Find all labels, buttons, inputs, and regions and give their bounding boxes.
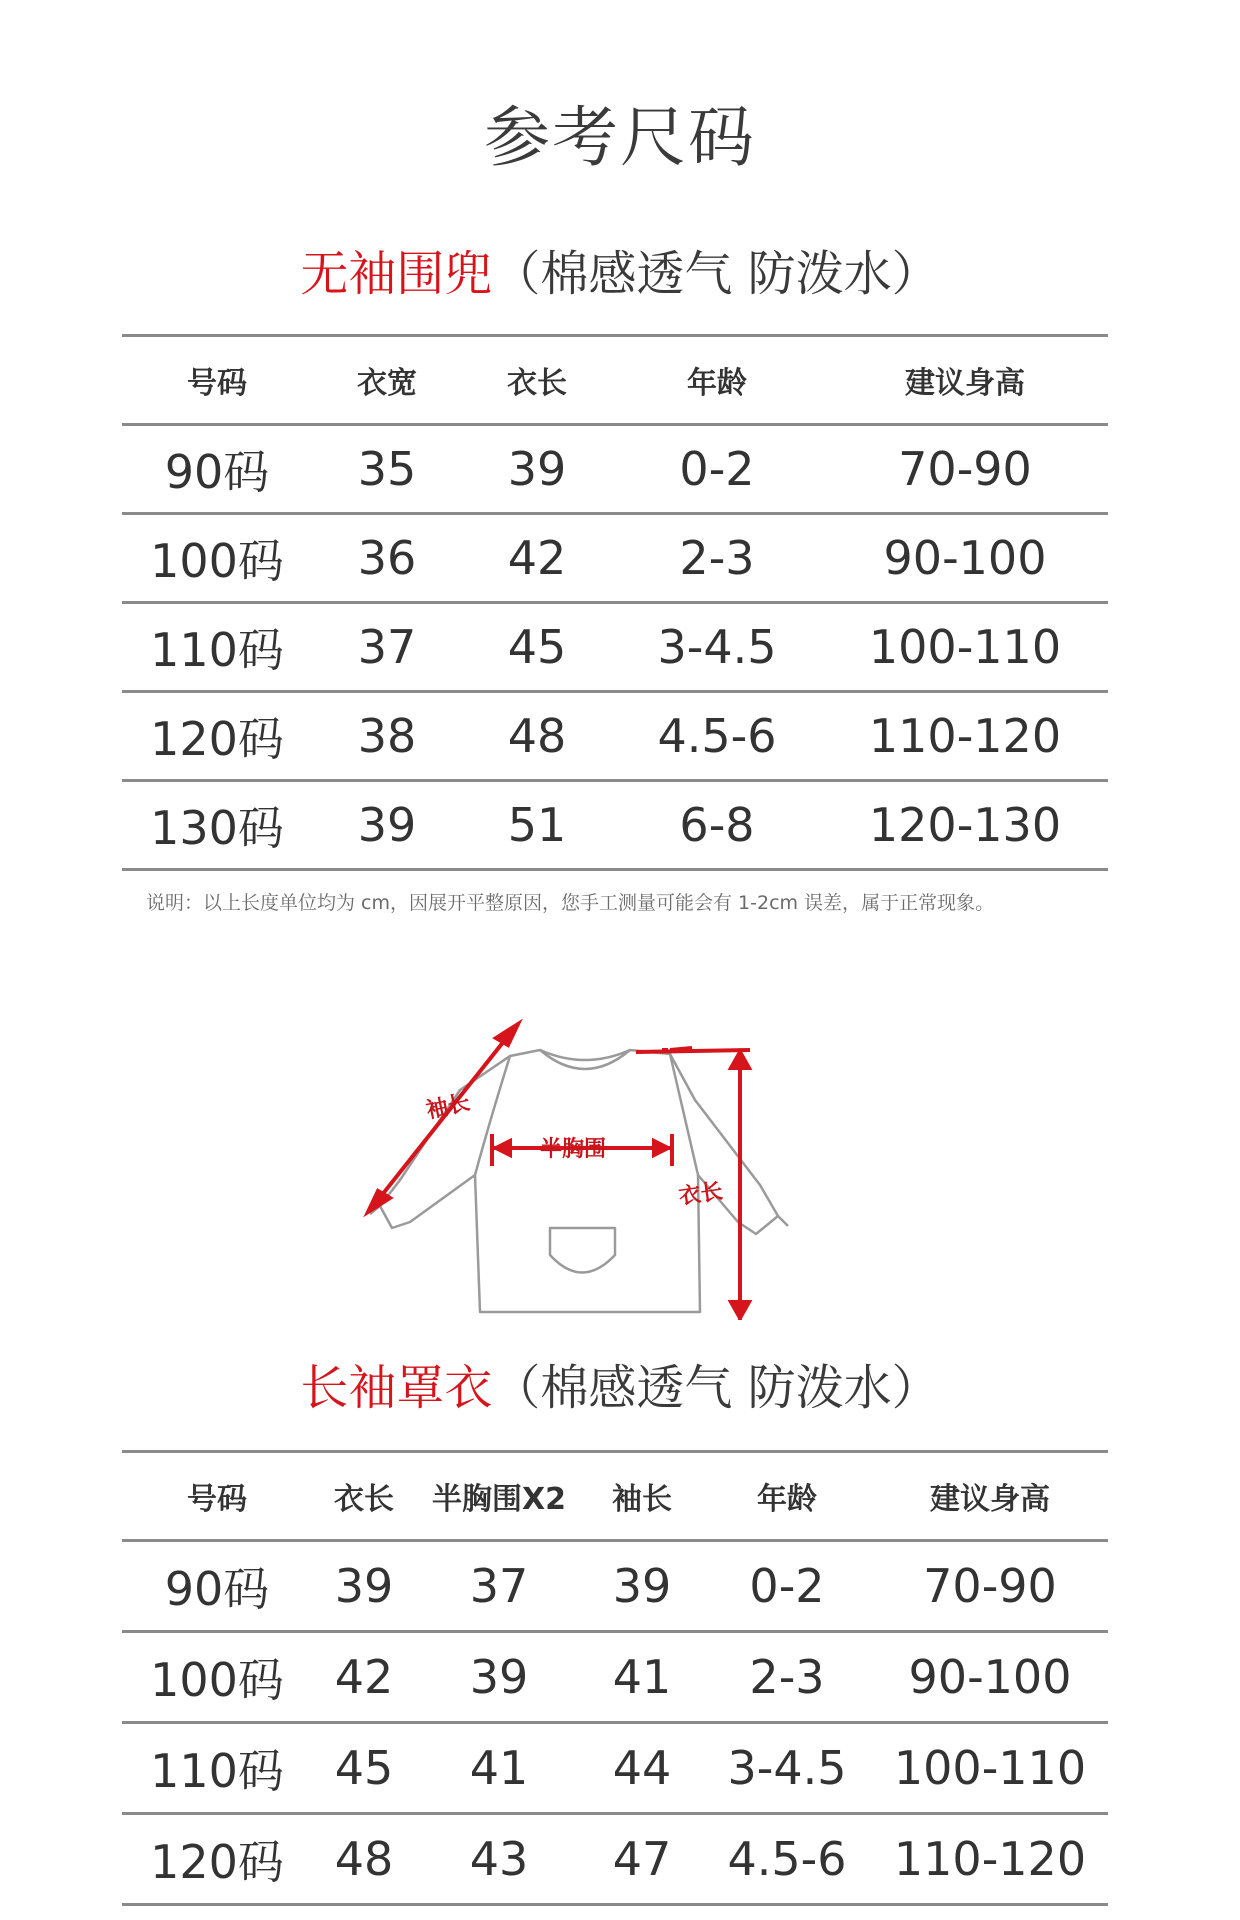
cell-height: 90-100 — [822, 514, 1108, 603]
cell-height: 120-130 — [822, 781, 1108, 870]
cell-length: 42 — [312, 1632, 416, 1723]
cell-size: 120码 — [122, 1814, 312, 1905]
cell-length: 39 — [462, 425, 612, 514]
cell-height: 100-110 — [872, 1723, 1108, 1814]
cell-sleeve: 47 — [582, 1814, 702, 1905]
page-title: 参考尺码 — [484, 99, 756, 176]
cell-age: 4.5-6 — [612, 692, 822, 781]
cell-length: 39 — [312, 1541, 416, 1632]
cell-age: 0-2 — [702, 1541, 872, 1632]
table-row — [122, 1541, 1108, 1632]
cell-sleeve: 44 — [582, 1723, 702, 1814]
cell-length: 48 — [312, 1814, 416, 1905]
cell-age: 4.5-6 — [702, 1814, 872, 1905]
cell-size: 120码 — [122, 692, 312, 781]
cell-size: 90码 — [122, 425, 312, 514]
cell-length: 51 — [462, 781, 612, 870]
cell-age: 2-3 — [612, 514, 822, 603]
header-length: 衣长 — [462, 336, 612, 425]
cell-length: 42 — [462, 514, 612, 603]
cell-length: 45 — [312, 1723, 416, 1814]
table-header-row — [122, 336, 1108, 425]
cell-width: 36 — [312, 514, 462, 603]
cell-half-chest: 43 — [416, 1814, 582, 1905]
cell-age: 2-3 — [702, 1632, 872, 1723]
header-age: 年龄 — [612, 336, 822, 425]
bib-title-note: （棉感透气 防泼水） — [492, 246, 940, 302]
table-header-row — [122, 1452, 1108, 1541]
cell-height: 110-120 — [822, 692, 1108, 781]
header-sleeve: 袖长 — [582, 1452, 702, 1541]
cell-size: 100码 — [122, 514, 312, 603]
cell-sleeve: 41 — [582, 1632, 702, 1723]
cell-height: 70-90 — [822, 425, 1108, 514]
header-size: 号码 — [122, 336, 312, 425]
cell-height: 110-120 — [872, 1814, 1108, 1905]
bib-title-red: 无袖围兜 — [300, 246, 493, 302]
smock-title-red: 长袖罩衣 — [300, 1360, 493, 1416]
bib-size-table — [122, 334, 1108, 871]
smock-section-title — [0, 1358, 1240, 1418]
measurement-footnote: 说明：以上长度单位均为 cm，因展开平整原因，您手工测量可能会有 1-2cm 误差，属于正常现象。 — [146, 892, 995, 914]
half-chest-label: 半胸围 — [540, 1137, 607, 1162]
header-height: 建议身高 — [872, 1452, 1108, 1541]
cell-size: 90码 — [122, 1541, 312, 1632]
cell-height: 100-110 — [822, 603, 1108, 692]
cell-age: 0-2 — [612, 425, 822, 514]
smock-title-note: （棉感透气 防泼水） — [492, 1360, 940, 1416]
bib-section-title — [0, 244, 1240, 304]
cell-half-chest: 41 — [416, 1723, 582, 1814]
sleeve-length-label: 袖长 — [424, 1090, 473, 1124]
cell-width: 35 — [312, 425, 462, 514]
header-size: 号码 — [122, 1452, 312, 1541]
header-half-chest: 半胸围X2 — [416, 1452, 582, 1541]
smock-outline — [370, 1050, 788, 1312]
header-age: 年龄 — [702, 1452, 872, 1541]
header-length: 衣长 — [312, 1452, 416, 1541]
table-row — [122, 1632, 1108, 1723]
table-row — [122, 781, 1108, 870]
cell-half-chest: 37 — [416, 1541, 582, 1632]
cell-size: 130码 — [122, 781, 312, 870]
cell-size: 110码 — [122, 603, 312, 692]
cell-height: 70-90 — [872, 1541, 1108, 1632]
smock-size-table — [122, 1450, 1108, 1906]
cell-size: 110码 — [122, 1723, 312, 1814]
table-row — [122, 1723, 1108, 1814]
cell-width: 37 — [312, 603, 462, 692]
cell-size: 100码 — [122, 1632, 312, 1723]
cell-age: 3-4.5 — [612, 603, 822, 692]
body-length-label: 衣长 — [677, 1179, 725, 1210]
cell-width: 39 — [312, 781, 462, 870]
garment-measurement-diagram — [340, 990, 860, 1320]
cell-age: 6-8 — [612, 781, 822, 870]
cell-height: 90-100 — [872, 1632, 1108, 1723]
header-width: 衣宽 — [312, 336, 462, 425]
cell-half-chest: 39 — [416, 1632, 582, 1723]
table-row — [122, 514, 1108, 603]
cell-length: 45 — [462, 603, 612, 692]
table-row — [122, 603, 1108, 692]
cell-sleeve: 39 — [582, 1541, 702, 1632]
table-row — [122, 1814, 1108, 1905]
table-row — [122, 425, 1108, 514]
cell-width: 38 — [312, 692, 462, 781]
cell-length: 48 — [462, 692, 612, 781]
cell-age: 3-4.5 — [702, 1723, 872, 1814]
header-height: 建议身高 — [822, 336, 1108, 425]
table-row — [122, 692, 1108, 781]
